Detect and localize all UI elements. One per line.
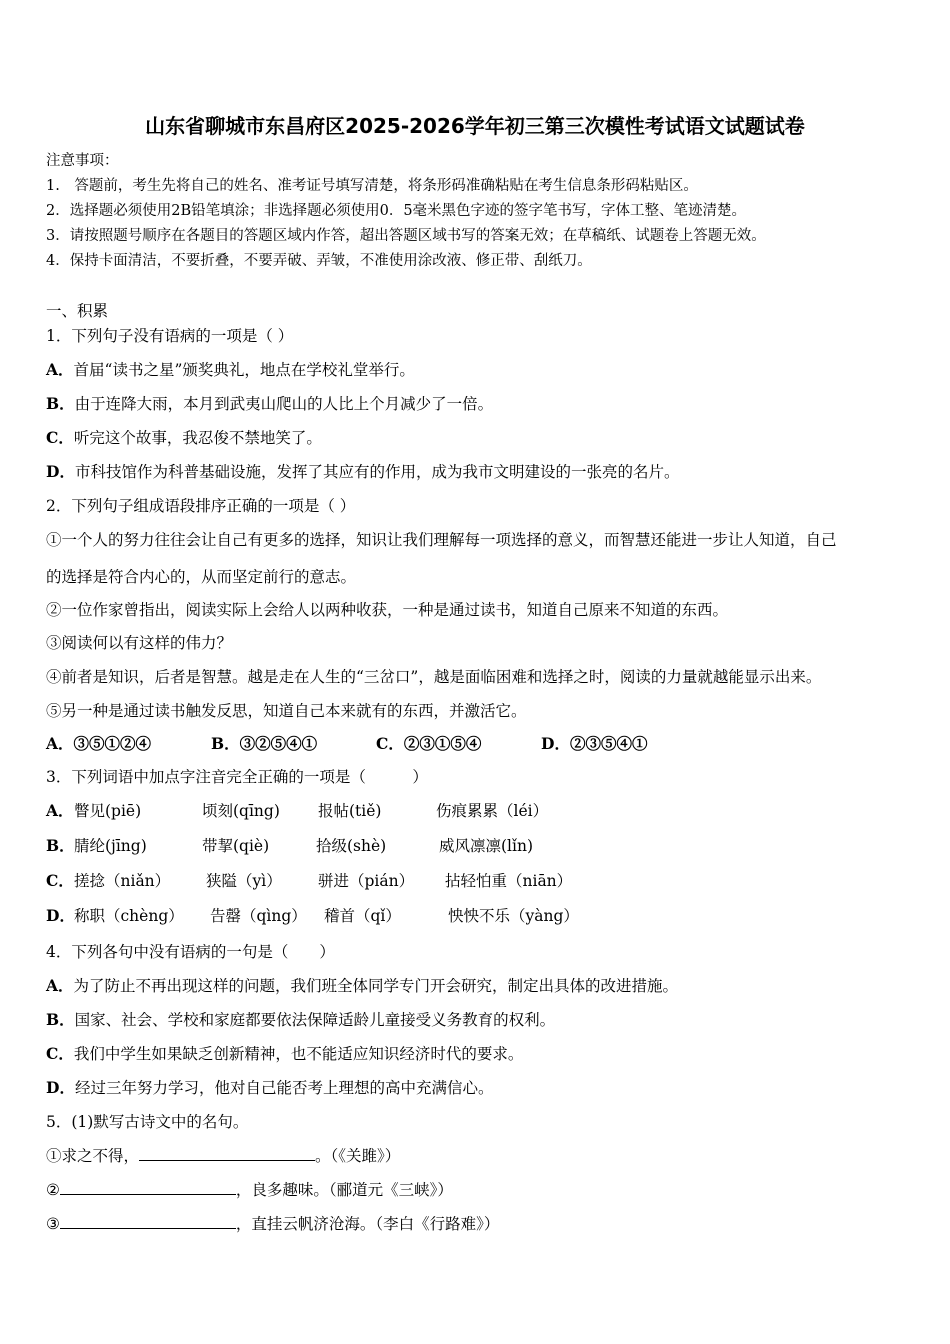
option-text: 我们中学生如果缺乏创新精神，也不能适应知识经济时代的要求。: [73, 1045, 524, 1063]
option: [46, 462, 679, 482]
sentence: ①一个人的努力往往会让自己有更多的选择，知识让我们理解每一项选择的意义，而智慧还能进一步让人知道，自己: [46, 531, 837, 549]
option-text: ③⑤①②④: [73, 734, 152, 753]
option-letter: A．: [46, 801, 74, 820]
sentence: ④前者是知识，后者是智慧。越是走在人生的“三岔口”，越是面临困难和选择之时，阅读的力量就越能显示出来。: [46, 668, 822, 686]
word: 报帖(tiě): [318, 802, 382, 820]
option-letter: D．: [541, 734, 570, 753]
option-letter: C．: [376, 734, 404, 753]
option-text: 首届“读书之星”颁奖典礼，地点在学校礼堂举行。: [73, 361, 415, 379]
fill-line: [46, 1214, 499, 1234]
sentence: ②一位作家曾指出，阅读实际上会给人以两种收获，一种是通过读书，知道自己原来不知道的东西。: [46, 601, 729, 619]
question-stem: 2．下列句子组成语段排序正确的一项是（ ）: [46, 497, 356, 515]
sentence: ③阅读何以有这样的伟力？: [46, 634, 233, 652]
word: 骈进（pián）: [318, 872, 415, 890]
option: [46, 394, 493, 414]
notes-heading: 注意事项：: [46, 153, 119, 169]
option-row: [46, 871, 572, 891]
option-letter: D．: [46, 906, 75, 925]
fill-line: [46, 1180, 453, 1200]
option-letter: A．: [46, 734, 74, 753]
option-letter: C．: [46, 428, 74, 447]
option: [46, 1010, 555, 1030]
option-letter: C．: [46, 1044, 74, 1063]
word: 称职（chèng）: [74, 907, 184, 925]
option-text: 经过三年努力学习，他对自己能否考上理想的高中充满信心。: [74, 1079, 494, 1097]
word: 怏怏不乐（yàng）: [448, 907, 579, 925]
option-text: 听完这个故事，我忍俊不禁地笑了。: [73, 429, 322, 447]
note-item: 2．选择题必须使用2B铅笔填涂；非选择题必须使用0．5毫米黑色字迹的签字笔书写，字体工整、笔迹清楚。: [46, 203, 747, 219]
note-item: 1. 答题前，考生先将自己的姓名、准考证号填写清楚，将条形码准确粘贴在考生信息条形码粘贴区。: [46, 178, 698, 194]
word: 搓捻（niǎn）: [74, 872, 171, 890]
option: [46, 1078, 493, 1098]
option-letter: B．: [211, 734, 240, 753]
question-stem: 4．下列各句中没有语病的一句是（ ）: [46, 943, 335, 961]
option-row: [46, 906, 579, 926]
option-letter: B．: [46, 1010, 75, 1029]
word: 瞥见(piē): [74, 802, 142, 820]
word: 带挈(qiè): [202, 837, 270, 855]
word: 腈纶(jīng): [74, 837, 147, 855]
sentence: 的选择是符合内心的，从而坚定前行的意志。: [46, 568, 357, 586]
option-letter: C．: [46, 871, 74, 890]
option: [46, 976, 678, 996]
option-text: ②③①⑤④: [403, 734, 482, 753]
question-stem: 5．(1)默写古诗文中的名句。: [46, 1113, 249, 1131]
option-row: [46, 801, 548, 821]
option-text: 由于连降大雨，本月到武夷山爬山的人比上个月减少了一倍。: [74, 395, 494, 413]
option: [46, 1044, 523, 1064]
question-stem: 3．下列词语中加点字注音完全正确的一项是（ ）: [46, 768, 428, 786]
option-row: [46, 836, 533, 856]
option-text: ②③⑤④①: [569, 734, 648, 753]
word: 拾级(shè): [316, 837, 387, 855]
option-letter: B．: [46, 394, 75, 413]
note-item: 4．保持卡面清洁，不要折叠，不要弄破、弄皱，不准使用涂改液、修正带、刮纸刀。: [46, 253, 592, 269]
option-letter: D．: [46, 462, 75, 481]
option-letter: B．: [46, 836, 75, 855]
options-row: [46, 734, 647, 754]
option-text: 国家、社会、学校和家庭都要依法保障适龄儿童接受义务教育的权利。: [74, 1011, 556, 1029]
line-text: ②: [46, 1181, 60, 1199]
fill-line: [46, 1146, 400, 1166]
word: 稽首（qǐ）: [324, 907, 401, 925]
option-letter: D．: [46, 1078, 75, 1097]
word: 伤痕累累（léi）: [436, 802, 549, 820]
option-text: 为了防止不再出现这样的问题，我们班全体同学专门开会研究，制定出具体的改进措施。: [73, 977, 679, 995]
line-text: ，直挂云帆济沧海。（李白《行路难》）: [235, 1215, 500, 1233]
line-text: ③: [46, 1215, 60, 1233]
line-text: ①求之不得，: [46, 1147, 140, 1165]
section-heading: 一、积累: [46, 302, 109, 320]
question-stem: 1．下列句子没有语病的一项是（ ）: [46, 327, 294, 345]
line-text: ，良多趣味。（郦道元《三峡》）: [235, 1181, 453, 1199]
answer-blank[interactable]: [60, 1180, 236, 1195]
word: 威风凛凛(lǐn): [439, 837, 533, 855]
option: [46, 360, 415, 380]
answer-blank[interactable]: [139, 1146, 315, 1161]
word: 拈轻怕重（niān）: [445, 872, 573, 890]
word: 顷刻(qīng): [202, 802, 280, 820]
note-item: 3．请按照题号顺序在各题目的答题区域内作答，超出答题区域书写的答案无效；在草稿纸、试题卷上答题无效。: [46, 228, 766, 244]
answer-blank[interactable]: [60, 1214, 236, 1229]
sentence: ⑤另一种是通过读书触发反思，知道自己本来就有的东西，并激活它。: [46, 702, 527, 720]
word: 告罄（qìng）: [210, 907, 307, 925]
option-letter: A．: [46, 360, 74, 379]
option-text: ③②⑤④①: [239, 734, 318, 753]
word: 狭隘（yì）: [206, 872, 282, 890]
option: [46, 428, 322, 448]
option-letter: A．: [46, 976, 74, 995]
option-text: 市科技馆作为科普基础设施，发挥了其应有的作用，成为我市文明建设的一张亮的名片。: [74, 463, 680, 481]
line-text: 。（《关雎》）: [315, 1147, 401, 1165]
page-title: 山东省聊城市东昌府区2025-2026学年初三第三次模性考试语文试题试卷: [145, 114, 805, 138]
